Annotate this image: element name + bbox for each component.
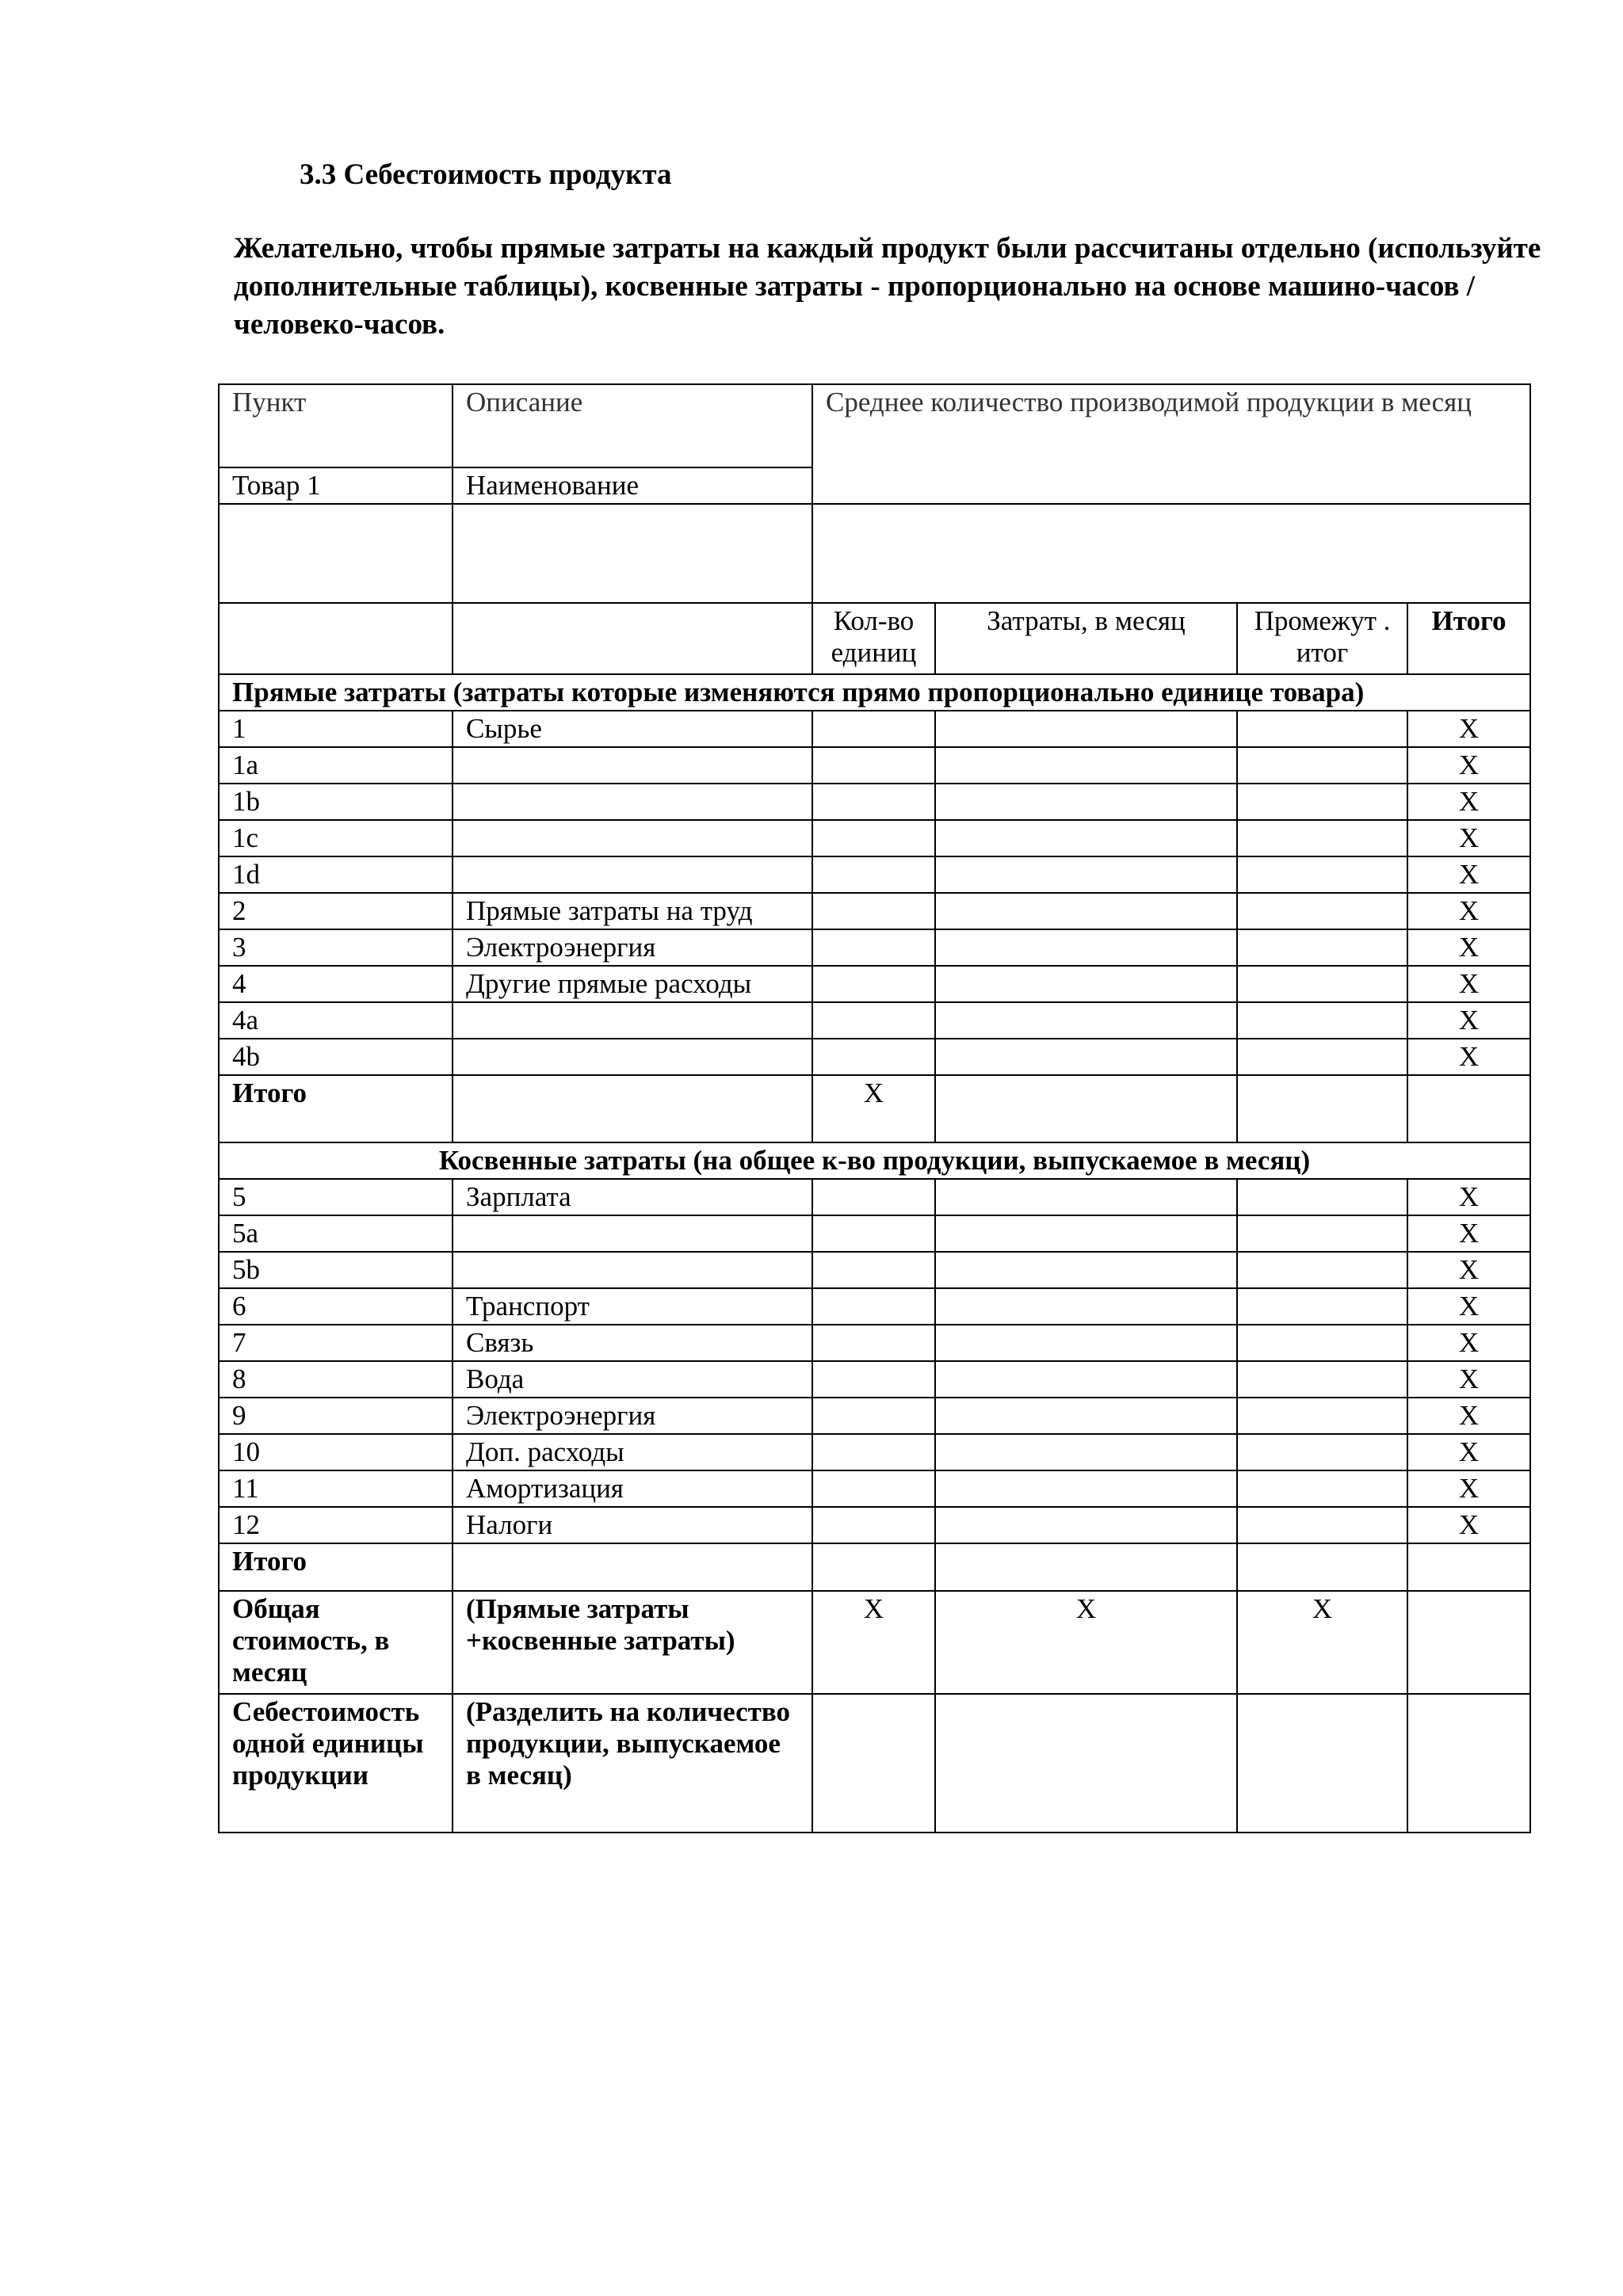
empty-cell	[1237, 1694, 1407, 1833]
empty-cell	[453, 1075, 812, 1142]
empty-cell	[1407, 1591, 1530, 1694]
row-id: 6	[219, 1288, 453, 1325]
empty-cell	[453, 1543, 812, 1591]
empty-cell	[1237, 820, 1407, 856]
row-id: 7	[219, 1325, 453, 1361]
empty-cell	[1237, 1361, 1407, 1398]
direct-cost-row	[219, 784, 1530, 820]
empty-cell	[812, 1215, 935, 1252]
row-desc	[453, 784, 812, 820]
total-cost-desc: (Прямые затраты +косвенные затраты)	[453, 1591, 812, 1694]
row-mark: X	[1407, 784, 1530, 820]
indirect-total-label: Итого	[219, 1543, 453, 1591]
section-heading: 3.3 Себестоимость продукта	[300, 158, 672, 191]
empty-cell	[935, 1694, 1237, 1833]
empty-cell	[1237, 1179, 1407, 1215]
empty-cell	[935, 1434, 1237, 1470]
empty-cell	[935, 1179, 1237, 1215]
row-mark: X	[1407, 1434, 1530, 1470]
row-id: 1	[219, 711, 453, 747]
empty-cell	[812, 1434, 935, 1470]
blank-cell	[453, 603, 812, 674]
indirect-section-row	[219, 1142, 1530, 1179]
row-mark: X	[1407, 1325, 1530, 1361]
row-mark: X	[1407, 893, 1530, 929]
empty-cell	[812, 856, 935, 893]
empty-cell	[935, 1039, 1237, 1075]
row-mark: X	[1407, 966, 1530, 1002]
empty-cell	[812, 893, 935, 929]
blank-cell	[219, 603, 453, 674]
row-desc: Связь	[453, 1325, 812, 1361]
direct-cost-row	[219, 856, 1530, 893]
row-id: 1b	[219, 784, 453, 820]
total-cost-mark-qty: X	[812, 1591, 935, 1694]
row-desc	[453, 856, 812, 893]
blank-row	[219, 504, 1530, 603]
empty-cell	[935, 1361, 1237, 1398]
indirect-cost-row	[219, 1252, 1530, 1288]
empty-cell	[935, 1252, 1237, 1288]
row-mark: X	[1407, 1252, 1530, 1288]
row-mark: X	[1407, 1179, 1530, 1215]
row-id: 1c	[219, 820, 453, 856]
empty-cell	[812, 1179, 935, 1215]
row-mark: X	[1407, 1470, 1530, 1507]
empty-cell	[935, 1507, 1237, 1543]
direct-cost-row	[219, 711, 1530, 747]
row-desc	[453, 1002, 812, 1039]
row-id: 5a	[219, 1215, 453, 1252]
empty-cell	[1237, 1470, 1407, 1507]
row-desc	[453, 820, 812, 856]
row-desc: Зарплата	[453, 1179, 812, 1215]
row-desc	[453, 1039, 812, 1075]
direct-section-title: Прямые затраты (затраты которые изменяются прямо пропорционально единице товара)	[219, 674, 1530, 711]
total-cost-row	[219, 1591, 1530, 1694]
empty-cell	[1237, 1075, 1407, 1142]
header-promezh: Промежут . итог	[1237, 603, 1407, 674]
row-desc: Прямые затраты на труд	[453, 893, 812, 929]
row-mark: X	[1407, 856, 1530, 893]
empty-cell	[935, 711, 1237, 747]
empty-cell	[1407, 1075, 1530, 1142]
empty-cell	[935, 1325, 1237, 1361]
row-id: 1a	[219, 747, 453, 784]
empty-cell	[935, 1215, 1237, 1252]
empty-cell	[1237, 966, 1407, 1002]
row-mark: X	[1407, 1288, 1530, 1325]
empty-cell	[935, 893, 1237, 929]
row-id: 5b	[219, 1252, 453, 1288]
row-id: 12	[219, 1507, 453, 1543]
header-row	[219, 384, 1530, 467]
empty-cell	[935, 856, 1237, 893]
row-mark: X	[1407, 711, 1530, 747]
empty-cell	[812, 784, 935, 820]
row-desc: Амортизация	[453, 1470, 812, 1507]
indirect-cost-row	[219, 1325, 1530, 1361]
empty-cell	[1237, 1507, 1407, 1543]
row-id: 2	[219, 893, 453, 929]
row-desc: Другие прямые расходы	[453, 966, 812, 1002]
empty-cell	[812, 1252, 935, 1288]
empty-cell	[935, 1398, 1237, 1434]
empty-cell	[1407, 1694, 1530, 1833]
unit-cost-desc: (Разделить на количество продукции, выпускаемое в месяц)	[453, 1694, 812, 1833]
column-header-row	[219, 603, 1530, 674]
row-desc	[453, 1252, 812, 1288]
direct-cost-row	[219, 1002, 1530, 1039]
row-id: 1d	[219, 856, 453, 893]
empty-cell	[812, 1507, 935, 1543]
header-tovar: Товар 1	[219, 467, 453, 504]
row-desc: Сырье	[453, 711, 812, 747]
empty-cell	[935, 1002, 1237, 1039]
empty-cell	[812, 747, 935, 784]
indirect-cost-row	[219, 1507, 1530, 1543]
empty-cell	[812, 1288, 935, 1325]
empty-cell	[812, 711, 935, 747]
empty-cell	[1237, 1252, 1407, 1288]
empty-cell	[812, 1361, 935, 1398]
header-opisanie: Описание	[453, 384, 812, 467]
row-id: 5	[219, 1179, 453, 1215]
empty-cell	[1237, 1434, 1407, 1470]
empty-cell	[1237, 1325, 1407, 1361]
empty-cell	[1237, 1288, 1407, 1325]
row-desc: Электроэнергия	[453, 1398, 812, 1434]
empty-cell	[935, 966, 1237, 1002]
row-desc: Транспорт	[453, 1288, 812, 1325]
direct-cost-row	[219, 966, 1530, 1002]
direct-cost-row	[219, 747, 1530, 784]
header-kol-vo: Кол-во единиц	[812, 603, 935, 674]
indirect-total-row	[219, 1543, 1530, 1591]
row-id: 11	[219, 1470, 453, 1507]
indirect-cost-row	[219, 1179, 1530, 1215]
indirect-cost-row	[219, 1215, 1530, 1252]
empty-cell	[1237, 1543, 1407, 1591]
direct-total-row	[219, 1075, 1530, 1142]
total-cost-mark-sub: X	[1237, 1591, 1407, 1694]
row-mark: X	[1407, 1215, 1530, 1252]
row-id: 4a	[219, 1002, 453, 1039]
blank-cell	[453, 504, 812, 603]
header-punkt: Пункт	[219, 384, 453, 467]
row-mark: X	[1407, 747, 1530, 784]
row-desc	[453, 1215, 812, 1252]
empty-cell	[1237, 893, 1407, 929]
empty-cell	[1237, 1215, 1407, 1252]
empty-cell	[812, 1039, 935, 1075]
indirect-cost-row	[219, 1361, 1530, 1398]
blank-cell	[219, 504, 453, 603]
empty-cell	[1237, 747, 1407, 784]
header-itogo: Итого	[1407, 603, 1530, 674]
empty-cell	[812, 1002, 935, 1039]
header-zatraty: Затраты, в месяц	[935, 603, 1237, 674]
direct-cost-row	[219, 820, 1530, 856]
indirect-cost-row	[219, 1398, 1530, 1434]
empty-cell	[812, 1398, 935, 1434]
empty-cell	[1237, 1039, 1407, 1075]
row-mark: X	[1407, 1361, 1530, 1398]
empty-cell	[812, 820, 935, 856]
indirect-section-title: Косвенные затраты (на общее к-во продукции, выпускаемое в месяц)	[219, 1142, 1530, 1179]
empty-cell	[935, 784, 1237, 820]
empty-cell	[812, 1325, 935, 1361]
row-id: 4b	[219, 1039, 453, 1075]
row-id: 9	[219, 1398, 453, 1434]
empty-cell	[1237, 1002, 1407, 1039]
row-id: 4	[219, 966, 453, 1002]
empty-cell	[1237, 784, 1407, 820]
empty-cell	[1407, 1543, 1530, 1591]
row-desc: Доп. расходы	[453, 1434, 812, 1470]
empty-cell	[935, 1288, 1237, 1325]
empty-cell	[812, 1694, 935, 1833]
row-mark: X	[1407, 929, 1530, 966]
total-cost-label: Общая стоимость, в месяц	[219, 1591, 453, 1694]
row-mark: X	[1407, 1507, 1530, 1543]
empty-cell	[812, 1543, 935, 1591]
indirect-cost-row	[219, 1288, 1530, 1325]
direct-total-mark: X	[812, 1075, 935, 1142]
direct-total-label: Итого	[219, 1075, 453, 1142]
indirect-cost-row	[219, 1434, 1530, 1470]
row-desc: Налоги	[453, 1507, 812, 1543]
intro-paragraph: Желательно, чтобы прямые затраты на каждый продукт были рассчитаны отдельно (используйте дополнительные таблицы), косвенные затраты - пропорционально на основе машино-часов / человеко-часов.	[234, 232, 1541, 341]
direct-cost-row	[219, 929, 1530, 966]
row-desc: Электроэнергия	[453, 929, 812, 966]
cost-table	[218, 383, 1531, 1833]
blank-cell	[812, 504, 1530, 603]
direct-cost-row	[219, 893, 1530, 929]
empty-cell	[935, 820, 1237, 856]
empty-cell	[1237, 929, 1407, 966]
empty-cell	[1237, 1398, 1407, 1434]
header-avg-qty: Среднее количество производимой продукции в месяц	[812, 384, 1530, 504]
direct-cost-row	[219, 1039, 1530, 1075]
empty-cell	[1237, 711, 1407, 747]
empty-cell	[812, 1470, 935, 1507]
row-mark: X	[1407, 1039, 1530, 1075]
empty-cell	[935, 1075, 1237, 1142]
unit-cost-label: Себестоимость одной единицы продукции	[219, 1694, 453, 1833]
row-mark: X	[1407, 1002, 1530, 1039]
empty-cell	[812, 966, 935, 1002]
indirect-cost-row	[219, 1470, 1530, 1507]
total-cost-mark-cost: X	[935, 1591, 1237, 1694]
empty-cell	[812, 929, 935, 966]
empty-cell	[935, 1470, 1237, 1507]
header-naimenovanie: Наименование	[453, 467, 812, 504]
row-mark: X	[1407, 820, 1530, 856]
direct-section-row	[219, 674, 1530, 711]
row-desc	[453, 747, 812, 784]
row-mark: X	[1407, 1398, 1530, 1434]
empty-cell	[935, 747, 1237, 784]
row-id: 10	[219, 1434, 453, 1470]
unit-cost-row	[219, 1694, 1530, 1833]
row-desc: Вода	[453, 1361, 812, 1398]
row-id: 3	[219, 929, 453, 966]
empty-cell	[1237, 856, 1407, 893]
row-id: 8	[219, 1361, 453, 1398]
empty-cell	[935, 1543, 1237, 1591]
empty-cell	[935, 929, 1237, 966]
